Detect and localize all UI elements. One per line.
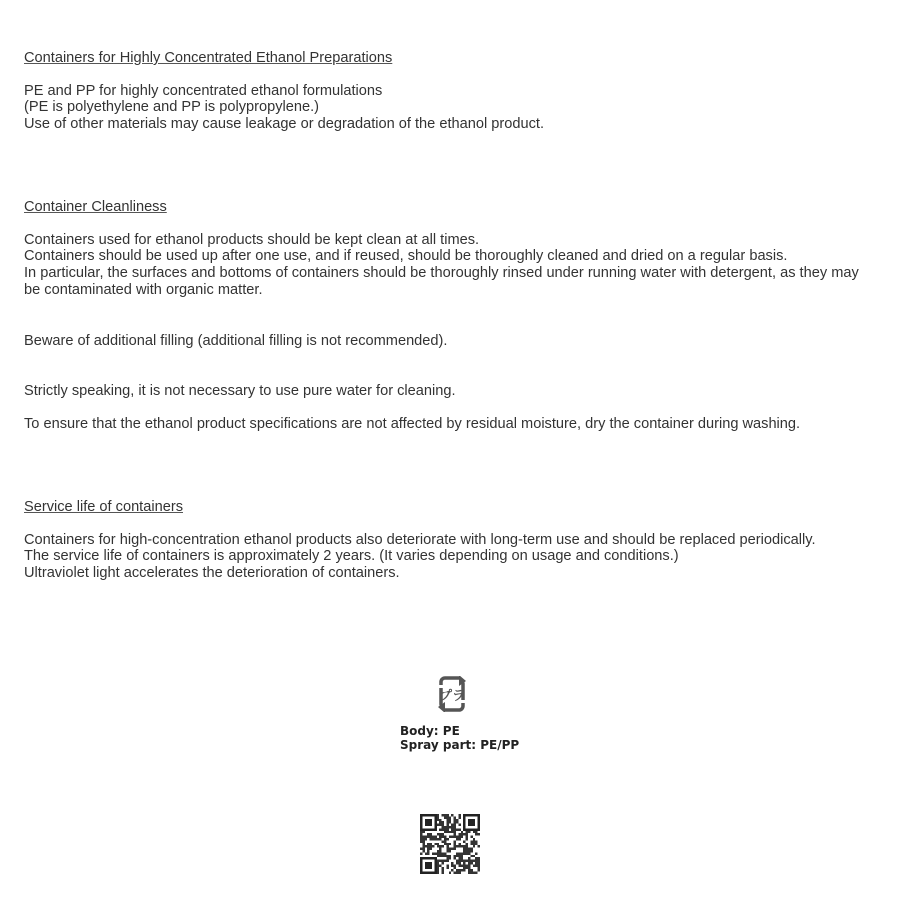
- note-additional-filling: Beware of additional filling (additional filling is not recommended).: [24, 333, 448, 349]
- note-pure-water: Strictly speaking, it is not necessary to use pure water for cleaning.: [24, 383, 456, 399]
- paragraph-line: Containers used for ethanol products should be kept clean at all times.: [24, 231, 480, 248]
- paragraph-line: Containers for high-concentration ethanol products also deteriorate with long-term use and should be replaced periodically.: [24, 531, 816, 548]
- spray-material: Spray part: PE/PP: [400, 737, 520, 752]
- paragraph-line: PE and PP for highly concentrated ethanol formulations: [24, 82, 383, 99]
- section-heading: Container Cleanliness: [24, 199, 167, 215]
- paragraph-line: The service life of containers is approximately 2 years. (It varies depending on usage and conditions.): [24, 548, 679, 565]
- paragraph-line: (PE is polyethylene and PP is polypropylene.): [24, 99, 320, 116]
- section-heading: Containers for Highly Concentrated Ethanol Preparations: [24, 50, 393, 66]
- material-info: [400, 725, 519, 752]
- section-heading: Service life of containers: [24, 499, 183, 515]
- section-ethanol-containers: [24, 50, 874, 133]
- paragraph-line: Containers should be used up after one use, and if reused, should be thoroughly cleaned and dried on a regular basis.: [24, 248, 788, 265]
- section-service-life: [24, 499, 874, 582]
- section-container-cleanliness: [24, 199, 874, 299]
- note-dry-container: To ensure that the ethanol product specifications are not affected by residual moisture, dry the container during washing.: [24, 416, 801, 432]
- icon-label: プラ: [438, 689, 466, 704]
- paragraph-line: In particular, the surfaces and bottoms of containers should be thoroughly rinsed under running water with detergent, as they may be contaminated with organic matter.: [24, 265, 859, 298]
- body-material: Body: PE: [400, 724, 460, 738]
- plastic-recycling-icon: [433, 676, 471, 712]
- qr-code[interactable]: [420, 814, 480, 874]
- paragraph-line: Ultraviolet light accelerates the deterioration of containers.: [24, 565, 400, 582]
- paragraph-line: Use of other materials may cause leakage or degradation of the ethanol product.: [24, 116, 545, 133]
